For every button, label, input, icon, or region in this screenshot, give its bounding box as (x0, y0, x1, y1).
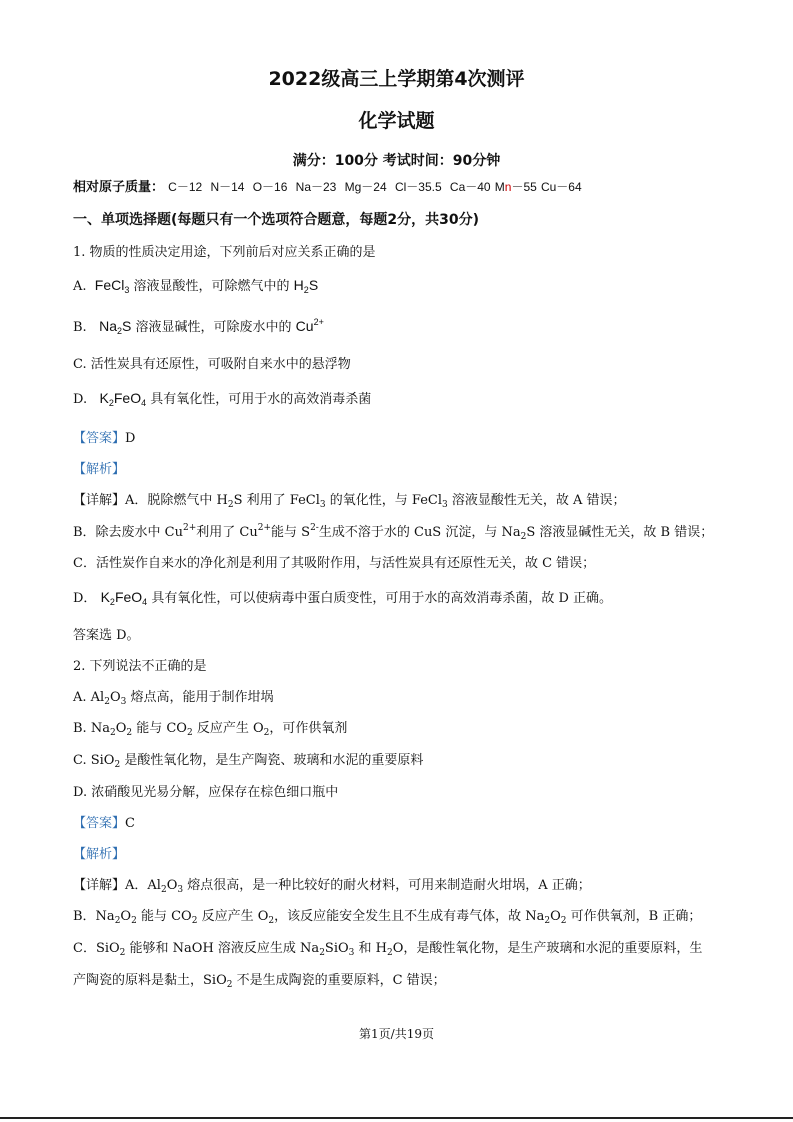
q1-analysis-tag: 【解析】 (73, 462, 126, 477)
q1-option-b: B. $Na_2S$ 溶液显碱性，可除废水中的 $Cu^{2+}$ (73, 317, 324, 336)
atomic-masses-label: 相对原子质量： (73, 180, 165, 195)
exam-info: 满分：100分 考试时间：90分钟 (292, 153, 501, 169)
mass-na: Na－23 (295, 180, 337, 194)
q1-conclusion: 答案选 D。 (73, 628, 140, 643)
q2-option-b: B. $Na_2O_2$ 能与 $CO_2$ 反应产生 $O_2$，可作供氧剂 (73, 721, 348, 738)
section-heading: 一、单项选择题(每题只有一个选项符合题意，每题2分，共30分) (73, 212, 480, 228)
q2-answer: 【答案】C (73, 816, 135, 831)
q2-detail-a: 【详解】A．$Al_2O_3$ 熔点很高，是一种比较好的耐火材料，可用来制造耐火坩埚，A 正确； (73, 878, 591, 895)
q2-detail-c: C．SiO$_2$ 能够和 NaOH 溶液反应生成 $Na_2SiO_3$ 和 $H_2O$，是酸性氧化物，是生产玻璃和水泥的重要原料，生 (73, 941, 703, 958)
q2-option-d: D. 浓硝酸见光易分解，应保存在棕色细口瓶中 (73, 785, 339, 800)
q2-detail-b: B．$Na_2O_2$ 能与 $CO_2$ 反应产生 $O_2$，该反应能安全发生且不生成有毒气体，故 $Na_2O_2$ 可作供氧剂，B 正确； (73, 909, 702, 926)
mass-c: C－12 (168, 180, 203, 194)
q1-detail-b: B．除去废水中 $Cu^{2+}$利用了 $Cu^{2+}$能与 $S^{2-}$生成不溶于水的 CuS 沉淀，与 $Na_2S$ 溶液显碱性无关，故 B 错误； (73, 523, 714, 542)
exam-title: 2022级高三上学期第4次测评 (268, 68, 525, 90)
q1-detail-c: C．活性炭作自来水的净化剂是利用了其吸附作用，与活性炭具有还原性无关，故 C 错误； (73, 556, 596, 571)
q1-detail-d: D． $K_2FeO_4$ 具有氧化性，可以使病毒中蛋白质变性，可用于水的高效消毒杀菌，故 D 正确。 (73, 589, 613, 607)
q2-analysis-tag: 【解析】 (73, 847, 126, 862)
q2-detail-c-cont: 产陶瓷的原料是黏土，SiO$_2$ 不是生成陶瓷的重要原料，C 错误； (73, 973, 446, 990)
q2-option-c: C. SiO$_2$ 是酸性氧化物，是生产陶瓷、玻璃和水泥的重要原料 (73, 753, 424, 770)
subject-title: 化学试题 (358, 110, 435, 132)
q2-stem: 2. 下列说法不正确的是 (73, 659, 207, 674)
mass-cu: Cu－64 (540, 180, 582, 194)
q1-answer: 【答案】D (73, 431, 136, 446)
q1-option-d: D. $K_2FeO_4$ 具有氧化性，可用于水的高效消毒杀菌 (73, 390, 372, 408)
q1-option-c: C. 活性炭具有还原性，可吸附自来水中的悬浮物 (73, 357, 351, 372)
page-number: 第1页/共19页 (359, 1027, 434, 1041)
q1-option-a: A. FeCl$_3$ 溶液显酸性，可除燃气中的 $H_2S$ (73, 277, 319, 295)
bottom-rule (0, 1117, 793, 1119)
atomic-masses-line (73, 178, 582, 197)
q2-option-a: A. $Al_2O_3$ 熔点高，能用于制作坩埚 (73, 690, 274, 707)
mass-mn: Mn－55 (494, 180, 537, 194)
mass-mg: Mg－24 (344, 180, 387, 194)
mass-ca: Ca－40 (449, 180, 491, 194)
q1-stem: 1. 物质的性质决定用途，下列前后对应关系正确的是 (73, 245, 376, 260)
mass-cl: Cl－35.5 (394, 180, 442, 194)
q1-detail-a: 【详解】A．脱除燃气中 $H_2S$ 利用了 FeCl$_3$ 的氧化性，与 FeCl$_3$ 溶液显酸性无关，故 A 错误； (73, 493, 626, 510)
mass-n: N－14 (210, 180, 245, 194)
mass-o: O－16 (252, 180, 288, 194)
